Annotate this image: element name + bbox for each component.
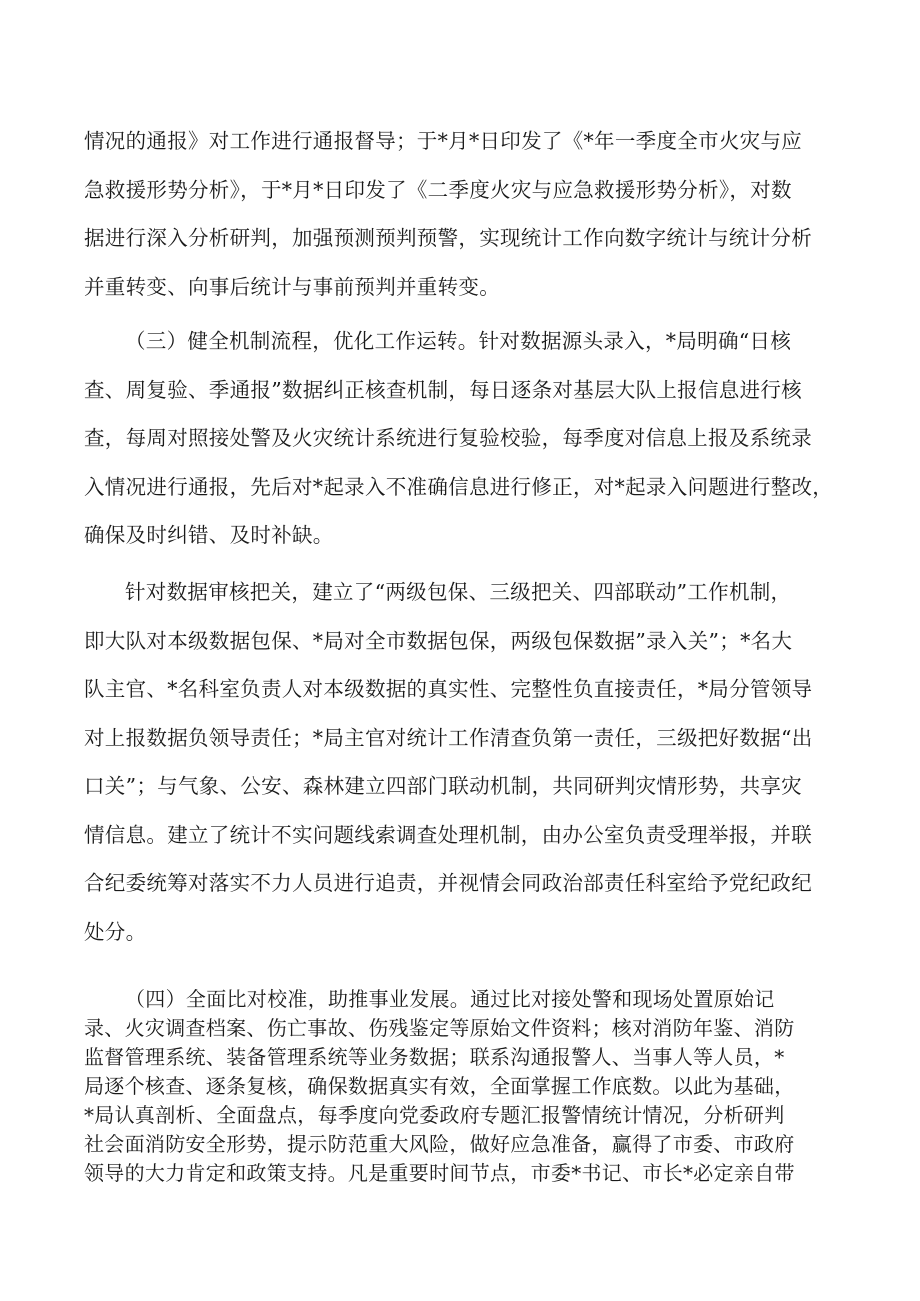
paragraph-line: （三）健全机制流程，优化工作运转。针对数据源头录入，*局明确“日核 [125,329,792,353]
paragraph-2 [84,317,844,560]
paragraph-line: 合纪委统筹对落实不力人员进行追责，并视情会同政治部责任科室给予党纪政纪 [84,871,812,895]
paragraph-line: 录、火灾调查档案、伤亡事故、伤残鉴定等原始文件资料；核对消防年鉴、消防 [84,1016,795,1040]
paragraph-line: 确保及时纠错、及时补缺。 [84,523,334,547]
paragraph-line: 监督管理系统、装备管理系统等业务数据；联系沟通报警人、当事人等人员，* [84,1045,785,1069]
paragraph-line: 查、周复验、季通报”数据纠正核查机制，每日逐条对基层大队上报信息进行核 [84,377,802,402]
paragraph-line: 情况的通报》对工作进行通报督导；于*月*日印发了《*年一季度全市火灾与应 [84,129,803,153]
paragraph-line: 即大队对本级数据包保、*局对全市数据包保，两级包保数据”录入关”；*名大 [84,628,793,653]
paragraph-line: 处分。 [84,919,147,944]
paragraph-line: 社会面消防安全形势，提示防范重大风险，做好应急准备，赢得了市委、市政府 [84,1132,795,1156]
paragraph-line: 口关”；与气象、公安、森林建立四部门联动机制，共同研判灾情形势，共享灾 [84,774,802,798]
paragraph-line: 查，每周对照接处警及火灾统计系统进行复验校验，每季度对信息上报及系统录 [84,426,812,450]
paragraph-line: 并重转变、向事后统计与事前预判并重转变。 [84,274,500,299]
paragraph-line: 针对数据审核把关，建立了“两级包保、三级把关、四部联动”工作机制， [125,580,792,604]
paragraph-4 [84,985,844,1188]
paragraph-line: 局逐个核查、逐条复核，确保数据真实有效，全面掌握工作底数。以此为基础， [84,1074,795,1098]
paragraph-line: 入情况进行通报，先后对*起录入不准确信息进行修正，对*起录入问题进行整改， [84,474,834,499]
paragraph-line: 据进行深入分析研判，加强预测预判预警，实现统计工作向数字统计与统计分析 [84,226,812,250]
paragraph-line: （四）全面比对校准，助推事业发展。通过比对接处警和现场处置原始记 [125,987,775,1011]
paragraph-line: 急救援形势分析》，于*月*日印发了《二季度火灾与应急救援形势分析》，对数 [84,177,792,202]
paragraph-3 [84,568,844,956]
paragraph-line: 情信息。建立了统计不实问题线索调查处理机制，由办公室负责受理举报，并联 [84,822,812,847]
paragraph-1 [84,117,844,311]
paragraph-line: 队主官、*名科室负责人对本级数据的真实性、完整性负直接责任，*局分管领导 [84,677,813,701]
paragraph-line: *局认真剖析、全面盘点，每季度向党委政府专题汇报警情统计情况，分析研判 [84,1103,785,1127]
paragraph-line: 对上报数据负领导责任；*局主官对统计工作清查负第一责任，三级把好数据“出 [84,725,813,750]
paragraph-line: 领导的大力肯定和政策支持。凡是重要时间节点，市委*书记、市长*必定亲自带 [84,1161,795,1185]
